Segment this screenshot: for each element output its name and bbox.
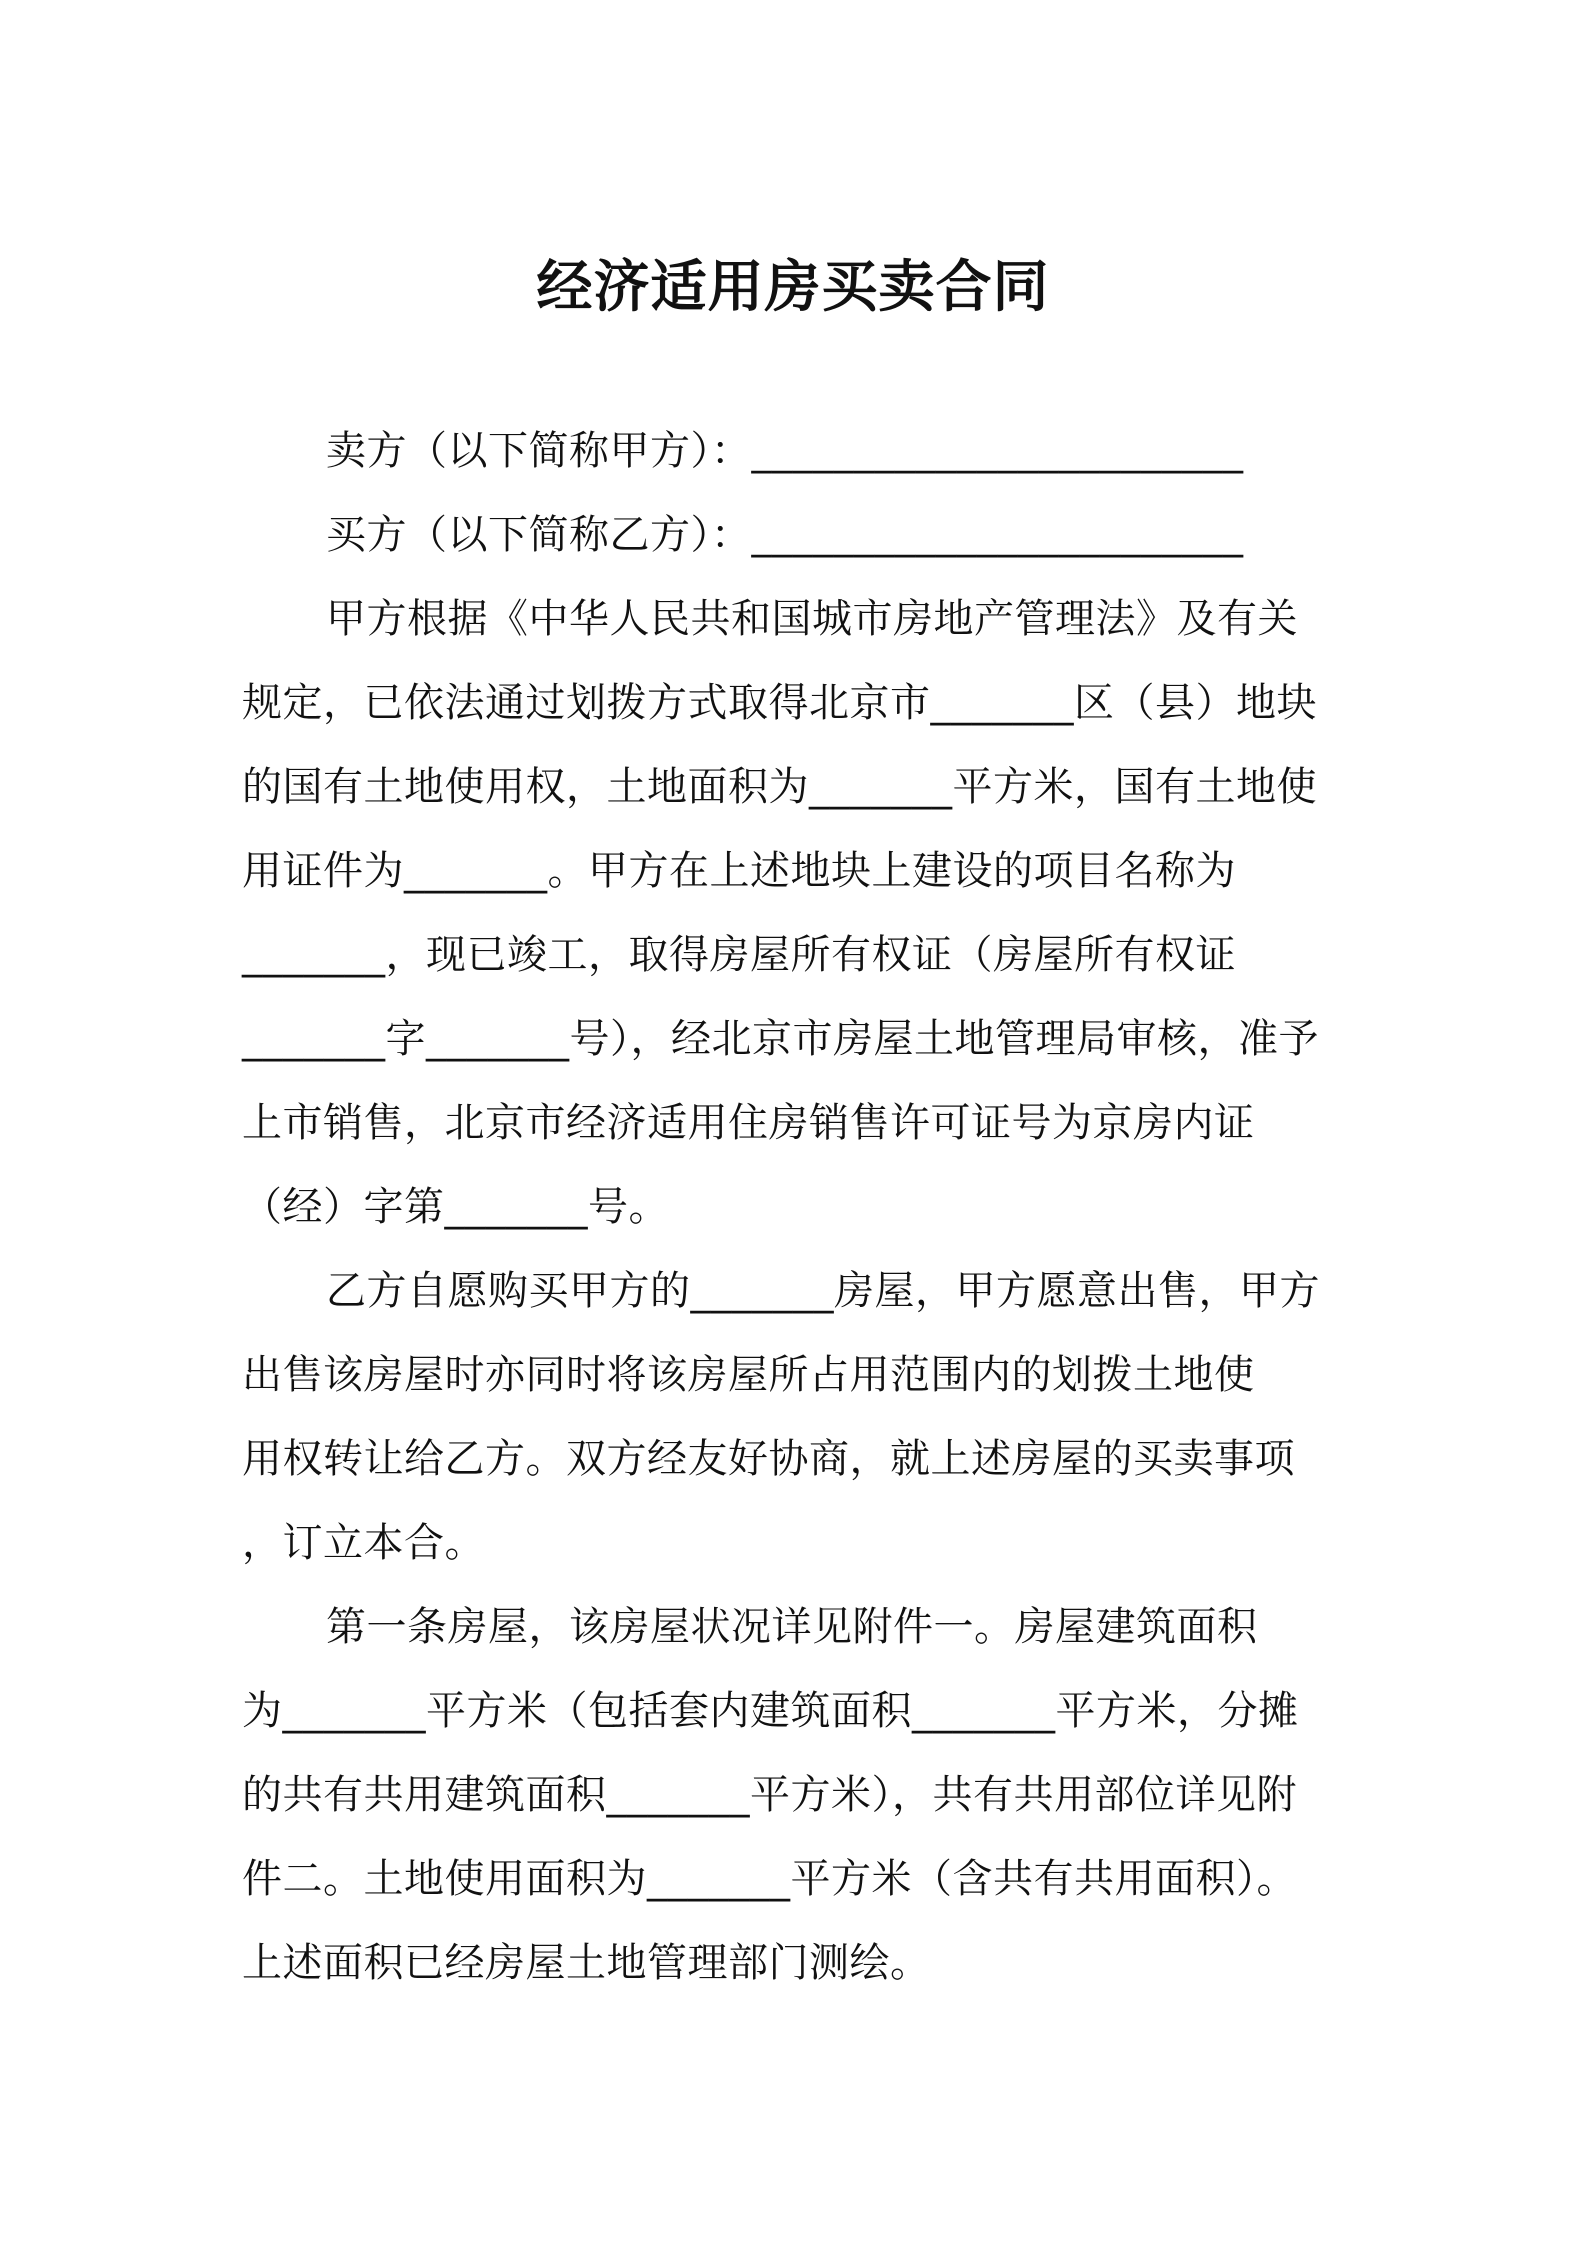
paragraph-line: ，订立本合。 [242, 1520, 485, 1566]
paragraph-line: 出售该房屋时亦同时将该房屋所占用范围内的划拨土地使 [242, 1352, 1255, 1398]
article-one-line: 上述面积已经房屋土地管理部门测绘。 [242, 1940, 931, 1986]
paragraph-line: 用证件为_______。甲方在上述地块上建设的项目名称为 [242, 848, 1236, 894]
paragraph-line: 乙方自愿购买甲方的_______房屋，甲方愿意出售，甲方 [326, 1268, 1320, 1314]
paragraph-line: _______，现已竣工，取得房屋所有权证（房屋所有权证 [242, 932, 1236, 978]
article-one-line: 第一条房屋，该房屋状况详见附件一。房屋建筑面积 [326, 1604, 1258, 1650]
buyer-line: 买方（以下简称乙方）：________________________ [326, 512, 1244, 558]
article-one-line: 件二。土地使用面积为_______平方米（含共有共用面积）。 [242, 1856, 1297, 1902]
paragraph-line: 的国有土地使用权，土地面积为_______平方米，国有土地使 [242, 764, 1317, 810]
paragraph-line: （经）字第_______号。 [242, 1184, 669, 1230]
seller-line: 卖方（以下简称甲方）：________________________ [326, 428, 1244, 474]
article-one-line: 为_______平方米（包括套内建筑面积_______平方米，分摊 [242, 1688, 1299, 1734]
document-body [242, 409, 1350, 2005]
article-one-line: 的共有共用建筑面积_______平方米），共有共用部位详见附 [242, 1772, 1297, 1818]
paragraph-line: 上市销售，北京市经济适用住房销售许可证号为京房内证 [242, 1100, 1255, 1146]
document-title: 经济适用房买卖合同 [536, 255, 1050, 320]
paragraph-line: 规定，已依法通过划拨方式取得北京市_______区（县）地块 [242, 680, 1317, 726]
paragraph-line: _______字_______号），经北京市房屋土地管理局审核，准予 [242, 1016, 1319, 1062]
paragraph-line: 用权转让给乙方。双方经友好协商，就上述房屋的买卖事项 [242, 1436, 1295, 1482]
paragraph-line: 甲方根据《中华人民共和国城市房地产管理法》及有关 [326, 596, 1298, 642]
